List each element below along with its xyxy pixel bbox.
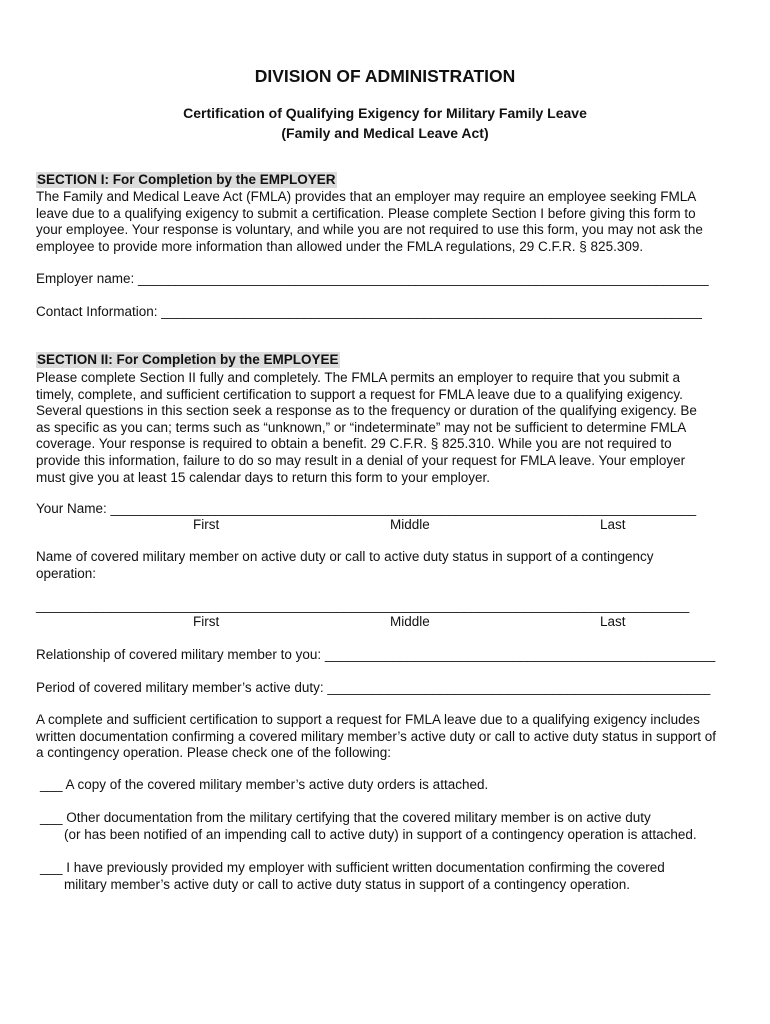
option-text-continued: military member’s active duty or call to active duty status in support of a contingency operation. [64,876,631,892]
section-1-intro-line: leave due to a qualifying exigency to submit a certification. Please complete Section I before giving this form to [36,205,696,221]
military-member-name-field[interactable]: _______________________________________________________________________________________ [36,598,690,613]
instruction-line: a contingency operation. Please check one of the following: [36,745,391,761]
section-1-heading: SECTION I: For Completion by the EMPLOYER [37,172,336,187]
section-2-intro-line: as specific as you can; terms such as “unknown,” or “indeterminate” may not be sufficient to determine FMLA [36,419,687,435]
question-line: operation: [36,565,97,581]
question-line: Name of covered military member on active duty or call to active duty status in support of a contingency [36,549,654,564]
section-2-intro-line: Several questions in this section seek a response as to the frequency or duration of the qualifying exigency. Be [36,403,697,419]
your-name-last-label: Last [600,517,626,532]
section-2-intro-line: coverage. Your response is required to obtain a benefit. 29 C.F.R. § 825.310. While you are not required to [36,436,672,452]
instruction-line: written documentation confirming a covered military member’s active duty or call to active duty status in support of [36,728,717,744]
document-title: DIVISION OF ADMINISTRATION [254,66,516,86]
option-other-documentation[interactable] [40,810,740,843]
employer-name-field[interactable]: Employer name: ____________________________________________________________________________ [36,271,709,286]
section-1-intro-line: The Family and Medical Leave Act (FMLA) provides that an employer may require an employee seeking FMLA [36,189,697,204]
option-text: ___ A copy of the covered military member’s active duty orders is attached. [40,777,489,792]
contact-information-field[interactable]: Contact Information: ________________________________________________________________________ [36,304,702,319]
section-2-intro [36,370,732,486]
option-text: ___ I have previously provided my employer with sufficient written documentation confirming the covered [40,860,665,875]
document-subtitle [0,103,770,143]
relationship-field[interactable]: Relationship of covered military member to you: ____________________________________________________ [36,647,716,662]
instruction-line: A complete and sufficient certification to support a request for FMLA leave due to a qualifying exigency includes [36,712,700,727]
option-previously-provided[interactable] [40,860,740,893]
option-active-duty-orders[interactable] [40,777,740,794]
member-first-label: First [193,614,220,629]
section-2-intro-line: timely, complete, and sufficient certification to support a request for FMLA leave due to a qualifying exigency. [36,386,683,402]
section-2-intro-line: provide this information, failure to do so may result in a denial of your request for FMLA leave. Your employer [36,452,686,468]
section-2-intro-line: Please complete Section II fully and completely. The FMLA permits an employer to require that you submit a [36,370,681,385]
military-member-question [36,549,732,582]
option-text: ___ Other documentation from the military certifying that the covered military member is on active duty [40,810,651,825]
section-2-heading: SECTION II: For Completion by the EMPLOYEE [37,352,339,367]
your-name-first-label: First [193,517,220,532]
member-middle-label: Middle [390,614,430,629]
your-name-field[interactable]: Your Name: ______________________________________________________________________________ [36,501,697,516]
section-1-intro-line: employee to provide more information than allowed under the FMLA regulations, 29 C.F.R. § 825.309. [36,238,644,254]
member-last-label: Last [600,614,626,629]
your-name-middle-label: Middle [390,517,430,532]
section-1-intro [36,189,732,255]
subtitle-line-2: (Family and Medical Leave Act) [281,125,489,141]
section-2-intro-line: must give you at least 15 calendar days to return this form to your employer. [36,469,490,485]
certification-instructions [36,712,732,762]
subtitle-line-1: Certification of Qualifying Exigency for Military Family Leave [183,105,587,121]
active-duty-period-field[interactable]: Period of covered military member’s active duty: ___________________________________________________ [36,680,711,695]
option-text-continued: (or has been notified of an impending call to active duty) in support of a contingency operation is attached. [64,826,697,842]
section-1-intro-line: your employee. Your response is voluntary, and while you are not required to use this form, you may not ask the [36,222,703,238]
